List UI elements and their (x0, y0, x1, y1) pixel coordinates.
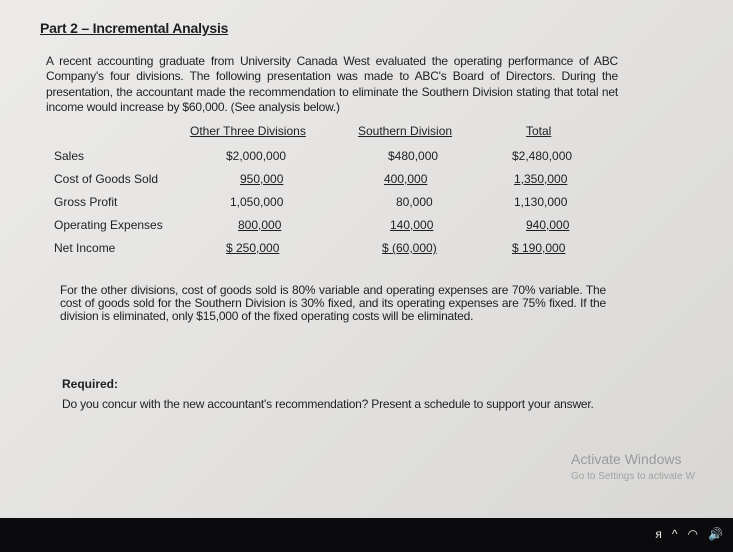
required-title: Required: (62, 377, 119, 391)
required-question: Do you concur with the new accountant's recommendation? Present a schedule to support your answer. (62, 397, 594, 411)
activate-windows-subtitle: Go to Settings to activate W (571, 471, 695, 482)
row-label-cogs: Cost of Goods Sold (54, 172, 159, 186)
row-label-gross-profit: Gross Profit (54, 195, 118, 209)
cogs-southern: 400,000 (384, 172, 428, 186)
opex-other: 800,000 (238, 218, 282, 232)
opex-southern: 140,000 (390, 218, 434, 232)
net-income-other: $ 250,000 (226, 241, 280, 255)
system-tray (655, 527, 723, 541)
row-label-net-income: Net Income (54, 241, 116, 255)
cogs-total: 1,350,000 (514, 172, 568, 186)
network-icon[interactable]: ◠ (687, 527, 699, 541)
net-income-total: $ 190,000 (512, 241, 566, 255)
cogs-other: 950,000 (240, 172, 284, 186)
intro-paragraph: A recent accounting graduate from University Canada West evaluated the operating performance of ABC Company's four divisions. The following presentation was made to ABC's Board of Directors. During the presentation, the accountant made the recommendation to eliminate the Southern Division stating that total net income would increase by $60,000. (See analysis below.) (46, 54, 618, 114)
section-heading: Part 2 – Incremental Analysis (40, 20, 229, 36)
gross-profit-total: 1,130,000 (514, 195, 568, 209)
header-other-divisions: Other Three Divisions (190, 124, 306, 138)
net-income-southern: $ (60,000) (382, 241, 437, 255)
taskbar (0, 518, 733, 552)
sales-total: $2,480,000 (512, 149, 573, 163)
gross-profit-southern: 80,000 (396, 195, 433, 209)
header-total: Total (526, 124, 552, 138)
gross-profit-other: 1,050,000 (230, 195, 284, 209)
cost-behavior-paragraph: For the other divisions, cost of goods sold is 80% variable and operating expenses are 70% variable. The cost of goods sold for the Southern Division is 30% fixed, and its operating expenses are 75% fixed. If the division is eliminated, only $15,000 of the fixed operating costs will be eliminated. (60, 283, 606, 323)
header-southern-division: Southern Division (358, 124, 453, 138)
row-label-operating-expenses: Operating Expenses (54, 218, 163, 232)
row-label-sales: Sales (54, 149, 85, 163)
sales-southern: $480,000 (388, 149, 439, 163)
volume-icon[interactable]: 🔊 (708, 527, 723, 541)
chevron-up-icon[interactable]: ^ (671, 527, 678, 541)
opex-total: 940,000 (526, 218, 570, 232)
activate-windows-title: Activate Windows (571, 451, 682, 467)
people-icon[interactable]: ᴙ (655, 527, 662, 541)
sales-other: $2,000,000 (226, 149, 287, 163)
